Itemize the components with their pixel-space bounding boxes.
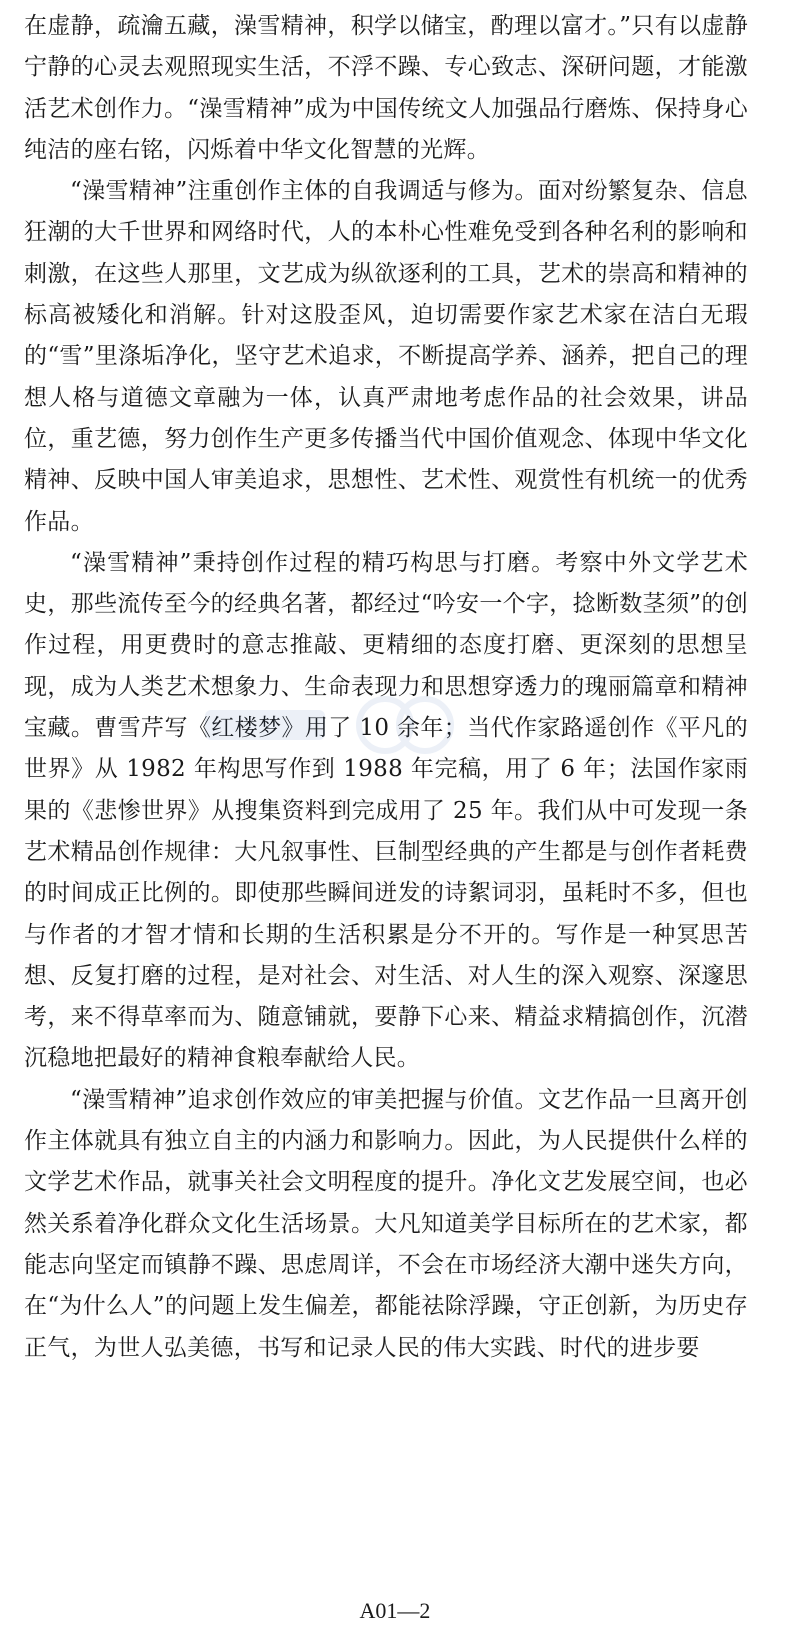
document-body	[24, 6, 748, 1369]
paragraph-3: “澡雪精神”秉持创作过程的精巧构思与打磨。考察中外文学艺术史，那些流传至今的经典名著，都经过“吟安一个字，捻断数茎须”的创作过程，用更费时的意志推敲、更精细的态度打磨、更深刻的思想呈现，成为人类艺术想象力、生命表现力和思想穿透力的瑰丽篇章和精神宝藏。曹雪芹写《红楼梦》用了 10 余年；当代作家路遥创作《平凡的世界》从 1982 年构思写作到 1988 年完稿，用了 6 年；法国作家雨果的《悲惨世界》从搜集资料到完成用了 25 年。我们从中可发现一条艺术精品创作规律：大凡叙事性、巨制型经典的产生都是与创作者耗费的时间成正比例的。即使那些瞬间迸发的诗絮词羽，虽耗时不多，但也与作者的才智才情和长期的生活积累是分不开的。写作是一种冥思苦想、反复打磨的过程，是对社会、对生活、对人生的深入观察、深邃思考，来不得草率而为、随意铺就，要静下心来、精益求精搞创作，沉潜沉稳地把最好的精神食粮奉献给人民。	[24, 549, 748, 1072]
paragraph-4: “澡雪精神”追求创作效应的审美把握与价值。文艺作品一旦离开创作主体就具有独立自主的内涵力和影响力。因此，为人民提供什么样的文学艺术作品，就事关社会文明程度的提升。净化文艺发展空间，也必然关系着净化群众文化生活场景。大凡知道美学目标所在的艺术家，都能志向坚定而镇静不躁、思虑周详，不会在市场经济大潮中迷失方向，在“为什么人”的问题上发生偏差，都能祛除浮躁，守正创新，为历史存正气，为世人弘美德，书写和记录人民的伟大实践、时代的进步要	[24, 1086, 748, 1361]
paragraph-2: “澡雪精神”注重创作主体的自我调适与修为。面对纷繁复杂、信息狂潮的大千世界和网络时代，人的本朴心性难免受到各种名利的影响和刺激，在这些人那里，文艺成为纵欲逐利的工具，艺术的崇高和精神的标高被矮化和消解。针对这股歪风，迫切需要作家艺术家在洁白无瑕的“雪”里涤垢净化，坚守艺术追求，不断提高学养、涵养，把自己的理想人格与道德文章融为一体，认真严肃地考虑作品的社会效果，讲品位，重艺德，努力创作生产更多传播当代中国价值观念、体现中华文化精神、反映中国人审美追求，思想性、艺术性、观赏性有机统一的优秀作品。	[24, 178, 748, 535]
paragraph-1: 在虚静，疏瀹五藏，澡雪精神，积学以储宝，酌理以富才。”只有以虚静宁静的心灵去观照现实生活，不浮不躁、专心致志、深研问题，才能激活艺术创作力。“澡雪精神”成为中国传统文人加强品行磨炼、保持身心纯洁的座右铭，闪烁着中华文化智慧的光辉。	[24, 13, 748, 163]
page-number: A01—2	[359, 1598, 431, 1623]
